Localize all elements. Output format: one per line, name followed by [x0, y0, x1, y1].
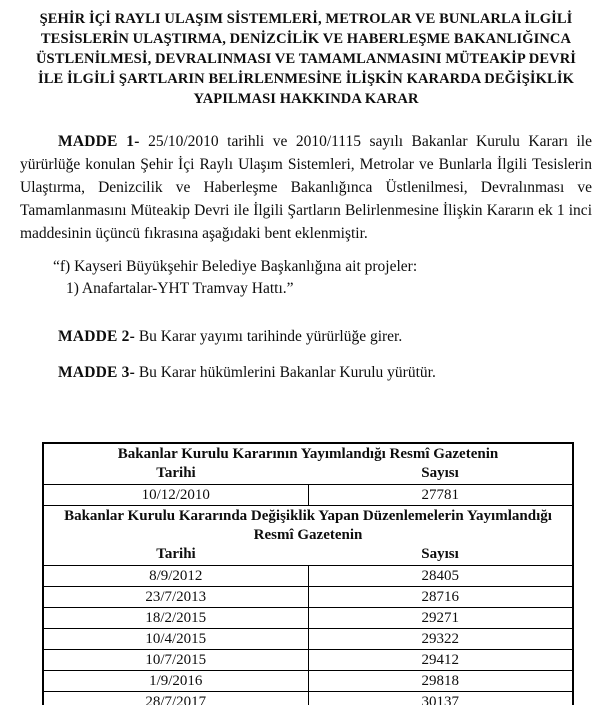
table-row	[44, 485, 572, 506]
article-1-label: MADDE 1-	[58, 133, 140, 150]
article-2-label: MADDE 2-	[58, 328, 135, 345]
table-section1-header	[44, 444, 572, 485]
title-line-3: ÜSTLENİLMESİ, DEVRALINMASI VE TAMAMLANMASINI MÜTEAKİP DEVRİ	[35, 51, 577, 67]
section1-number-column-header: Sayısı	[421, 465, 459, 481]
table-row	[44, 587, 572, 608]
article-3-label: MADDE 3-	[58, 364, 135, 381]
section2-header-title: Bakanlar Kurulu Kararında Değişiklik Yapan Düzenlemelerin Yayımlandığı Resmî Gazetenin	[64, 508, 552, 543]
article-2-text: Bu Karar yayımı tarihinde yürürlüğe girer.	[134, 328, 403, 345]
number-cell: 29412	[421, 652, 459, 668]
number-cell: 28716	[421, 589, 459, 605]
table-row	[44, 629, 572, 650]
date-cell: 1/9/2016	[44, 671, 309, 691]
number-cell: 27781	[421, 487, 459, 503]
table-row	[44, 650, 572, 671]
title-line-4: İLE İLGİLİ ŞARTLARIN BELİRLENMESİNE İLİŞKİN KARARDA DEĞİŞİKLİK	[38, 71, 574, 87]
gazette-publication-table	[42, 442, 574, 705]
article-3-paragraph	[20, 361, 592, 384]
section2-subheader-row	[44, 545, 572, 564]
number-cell: 29818	[421, 673, 459, 689]
date-cell: 18/2/2015	[44, 608, 309, 628]
article-3-text: Bu Karar hükümlerini Bakanlar Kurulu yürütür.	[134, 364, 436, 381]
quoted-amendment-clause	[20, 256, 592, 300]
article-2-paragraph	[20, 325, 592, 348]
title-line-5: YAPILMASI HAKKINDA KARAR	[193, 91, 419, 107]
table-row	[44, 671, 572, 692]
date-cell: 10/12/2010	[44, 485, 309, 505]
number-cell: 29322	[421, 631, 459, 647]
table-row	[44, 692, 572, 705]
section1-subheader-row	[44, 464, 572, 483]
date-cell: 8/9/2012	[44, 566, 309, 586]
table-row	[44, 608, 572, 629]
article-1-paragraph	[20, 130, 592, 245]
table-section2-header	[44, 506, 572, 566]
title-line-1: ŞEHİR İÇİ RAYLI ULAŞIM SİSTEMLERİ, METROLAR VE BUNLARLA İLGİLİ	[39, 11, 573, 27]
number-cell: 29271	[421, 610, 459, 626]
article-1-text: 25/10/2010 tarihli ve 2010/1115 sayılı Bakanlar Kurulu Kararı ile yürürlüğe konulan Şehir İçi Raylı Ulaşım Sistemleri, Metrolar ve Bunlarla İlgili Tesislerin Ulaştırma, Denizcilik ve Haberleşme Bakanlığınca Üstlenilmesi, Devralınması ve Tamamlanmasını Müteakip Devri ile İlgili Şartların Belirlenmesine İlişkin Kararın ek 1 inci maddesinin üçüncü fıkrasına aşağıdaki bent eklenmiştir.	[20, 133, 592, 242]
number-cell: 30137	[421, 694, 459, 705]
quote-line-f: “f) Kayseri Büyükşehir Belediye Başkanlığına ait projeler:	[53, 258, 418, 275]
date-cell: 28/7/2017	[44, 692, 309, 705]
date-cell: 23/7/2013	[44, 587, 309, 607]
section2-number-column-header: Sayısı	[421, 546, 459, 562]
section1-header-title: Bakanlar Kurulu Kararının Yayımlandığı Resmî Gazetenin	[117, 446, 499, 462]
section1-date-column-header: Tarihi	[156, 465, 196, 481]
date-cell: 10/4/2015	[44, 629, 309, 649]
document-title	[20, 9, 592, 109]
number-cell: 28405	[421, 568, 459, 584]
date-cell: 10/7/2015	[44, 650, 309, 670]
table-row	[44, 566, 572, 587]
section2-date-column-header: Tarihi	[156, 546, 196, 562]
title-line-2: TESİSLERİN ULAŞTIRMA, DENİZCİLİK VE HABERLEŞME BAKANLIĞINCA	[40, 31, 572, 47]
quote-line-project: 1) Anafartalar-YHT Tramvay Hattı.”	[66, 280, 294, 297]
